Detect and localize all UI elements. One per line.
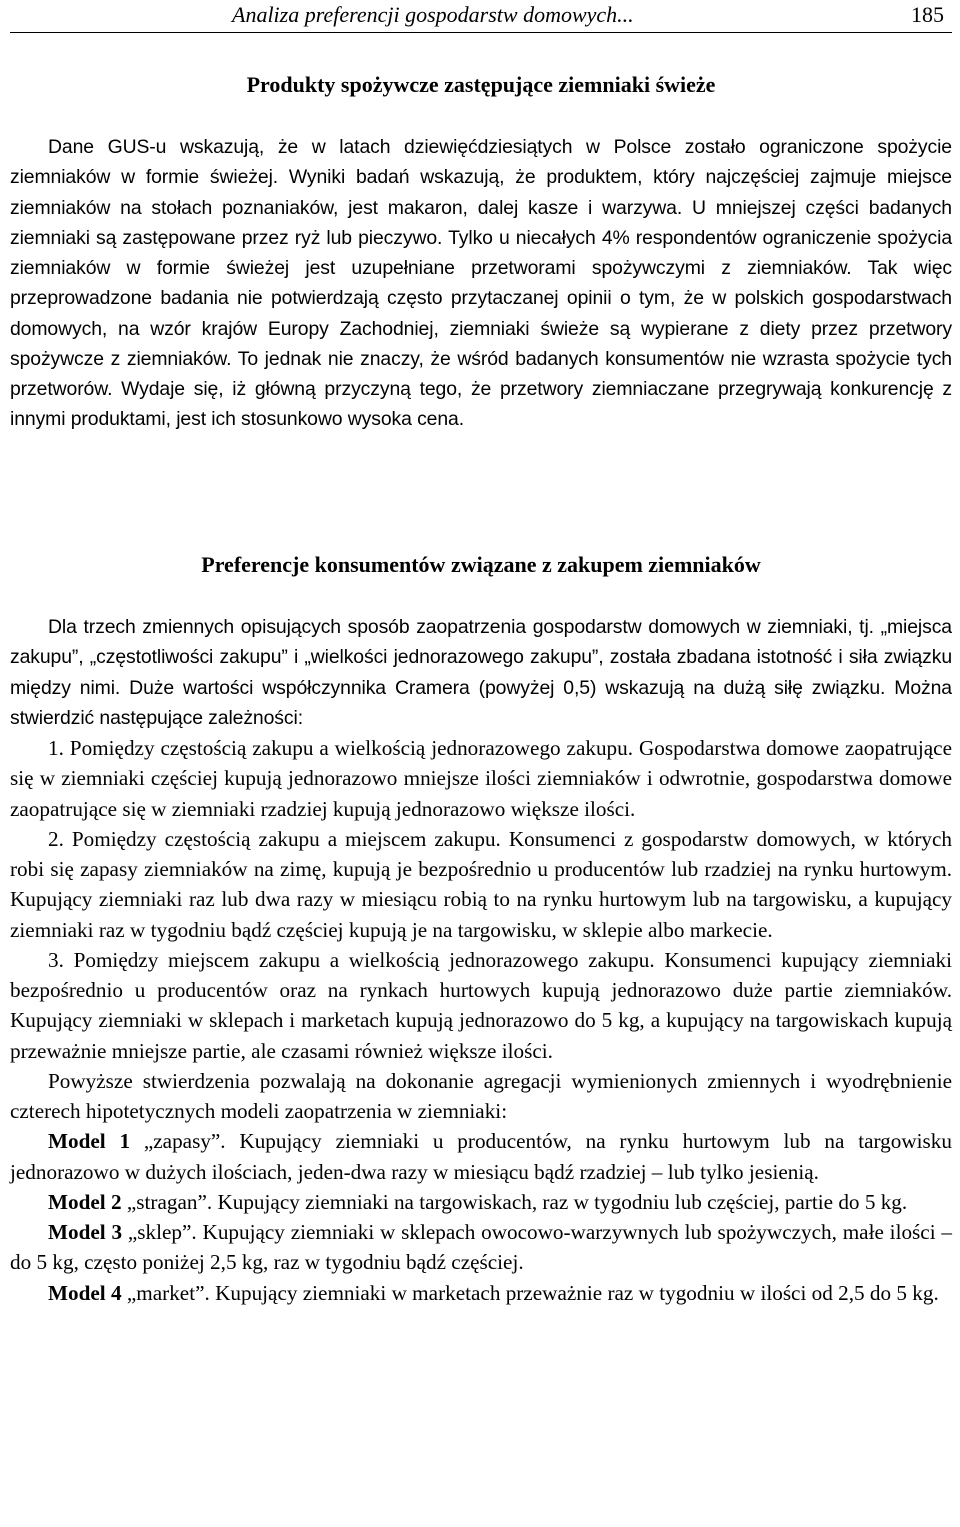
running-title: Analiza preferencji gospodarstw domowych... [232,2,634,27]
model-title: Model 3 [48,1220,123,1244]
page-number: 185 [911,2,944,27]
list-item: 3. Pomiędzy miejscem zakupu a wielkością jednorazowego zakupu. Konsumenci kupujący ziemniaki bezpośrednio u producentów oraz na rynkach hurtowych kupują jednorazowo duże partie ziemniaków. Kupujący ziemniaki w sklepach i marketach kupują jednorazowo do 5 kg, a kupujący na targowiskach kupują przeważnie mniejsze partie, ale czasami również większe ilości. [10,947,952,1063]
model-text: „sklep”. Kupujący ziemniaki w sklepach owocowo-warzywnych lub spożywczych, małe ilości – do 5 kg, często poniżej 2,5 kg, raz w tygodniu bądź częściej. [10,1220,952,1275]
paragraph-intro: Dla trzech zmiennych opisujących sposób zaopatrzenia gospodarstw domowych w ziemniaki, tj. „miejsca zakupu”, „częstotliwości zakupu” i „wielkości jednorazowego zakupu”, została zbadana istotność i siła związku między nimi. Duże wartości współczynnika Cramera (powyżej 0,5) wskazują na dużą siłę związku. Można stwierdzić następujące zależności: [10,616,952,729]
section-body-preferences [10,612,952,1308]
section-heading-preferences: Preferencje konsumentów związane z zakupem ziemniaków [201,552,761,577]
model-item [10,1278,952,1308]
paragraph: Dane GUS-u wskazują, że w latach dziewięćdziesiątych w Polsce zostało ograniczone spożycie ziemniaków w formie świeżej. Wyniki badań wskazują, że produktem, który najczęściej zajmuje miejsce ziemniaków na stołach poznaniaków, jest makaron, dalej kasze i warzywa. U mniejszej części badanych ziemniaki są zastępowane przez ryż lub pieczywo. Tylko u niecałych 4% respondentów ograniczenie spożycia ziemniaków w formie świeżej jest uzupełniane przetworami spożywczymi z ziemniaków. Tak więc przeprowadzone badania nie potwierdzają często przytaczanej opinii o tym, że w polskich gospodarstwach domowych, na wzór krajów Europy Zachodniej, ziemniaki świeże są wypierane z diety przez przetwory spożywcze z ziemniaków. To jednak nie znaczy, że wśród badanych konsumentów nie wzrasta spożycie tych przetworów. Wydaje się, iż główną przyczyną tego, że przetwory ziemniaczane przegrywają konkurencję z innymi produktami, jest ich stosunkowo wysoka cena. [10,136,952,431]
section-heading-substitutes: Produkty spożywcze zastępujące ziemniaki świeże [246,72,716,97]
model-item [10,1126,952,1187]
paragraph-summary: Powyższe stwierdzenia pozwalają na dokonanie agregacji wymienionych zmiennych i wyodrębnienie czterech hipotetycznych modeli zaopatrzenia w ziemniaki: [10,1068,952,1123]
model-text: „stragan”. Kupujący ziemniaki na targowiskach, raz w tygodniu lub częściej, partie do 5 kg. [121,1189,908,1214]
section-body-substitutes [10,132,952,435]
model-item [10,1217,952,1278]
model-text: „market”. Kupujący ziemniaki w marketach przeważnie raz w tygodniu w ilości od 2,5 do 5 kg. [121,1280,939,1305]
model-text: „zapasy”. Kupujący ziemniaki u producentów, na rynku hurtowym lub na targowisku jednorazowo w dużych ilościach, jeden-dwa razy w miesiącu bądź rzadziej – lub tylko jesienią. [10,1129,952,1184]
model-item [10,1187,952,1217]
model-title: Model 4 [48,1280,122,1305]
model-title: Model 1 [48,1129,131,1154]
model-title: Model 2 [48,1189,122,1214]
list-item: 2. Pomiędzy częstością zakupu a miejscem zakupu. Konsumenci z gospodarstw domowych, w których robi się zapasy ziemniaków na zimę, kupują je bezpośrednio u producentów lub rzadziej na rynku hurtowym. Kupujący ziemniaki raz lub dwa razy w miesiącu robią to na rynku hurtowym lub na targowisku, a kupujący ziemniaki raz w tygodniu bądź częściej kupują je na targowisku, w sklepie albo markecie. [10,826,952,942]
list-item: 1. Pomiędzy częstością zakupu a wielkością jednorazowego zakupu. Gospodarstwa domowe zaopatrujące się w ziemniaki częściej kupują jednorazowo mniejsze ilości ziemniaków i odwrotnie, gospodarstwa domowe zaopatrujące się w ziemniaki rzadziej kupują jednorazowo większe ilości. [10,736,952,821]
running-header [10,0,952,33]
